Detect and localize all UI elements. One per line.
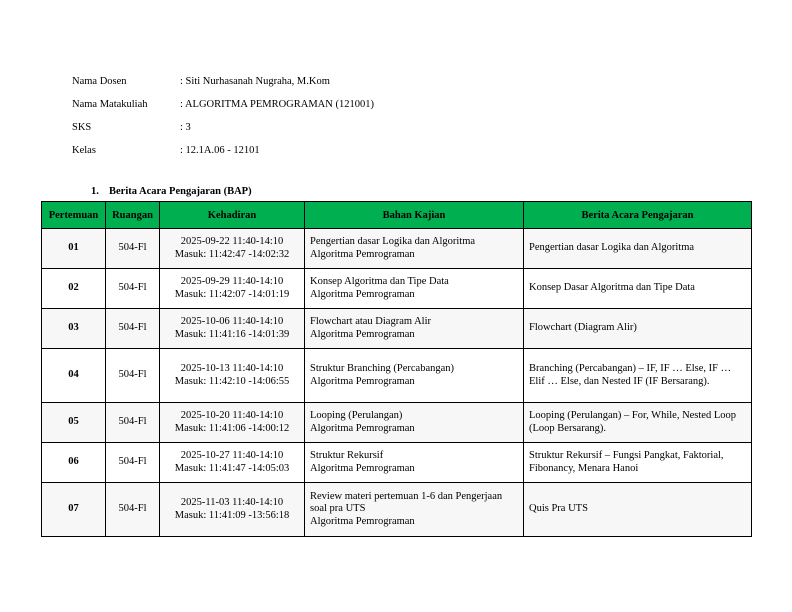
- table-row: [42, 443, 752, 483]
- cell-bahan-kajian: [305, 309, 524, 349]
- kehadiran-jadwal: 2025-11-03 11:40-14:10: [180, 497, 284, 508]
- cell-pertemuan: 06: [42, 443, 106, 483]
- kehadiran-masuk: Masuk: 11:41:47 -14:05:03: [174, 462, 290, 474]
- cell-ruangan: 504-Fl: [106, 229, 160, 269]
- cell-bahan-kajian: [305, 269, 524, 309]
- table-row: [42, 349, 752, 403]
- table-row: [42, 403, 752, 443]
- bahan-line: Review materi pertemuan 1-6 dan Pengerjaan soal pra UTS: [310, 490, 503, 515]
- cell-berita-acara: Branching (Percabangan) – IF, IF … Else, IF … Elif … Else, dan Nested IF (IF Bersarang).: [524, 349, 752, 403]
- bahan-line: Pengertian dasar Logika dan Algoritma: [310, 236, 476, 247]
- info-row-sks: [72, 116, 374, 139]
- cell-bahan-kajian: [305, 483, 524, 537]
- info-label: Kelas: [72, 145, 96, 156]
- section-number: 1.: [91, 186, 99, 197]
- info-row-matakuliah: [72, 93, 374, 116]
- cell-bahan-kajian: [305, 349, 524, 403]
- kehadiran-masuk: Masuk: 11:41:16 -14:01:39: [174, 328, 290, 340]
- kehadiran-jadwal: 2025-10-20 11:40-14:10: [180, 410, 284, 421]
- cell-ruangan: 504-Fl: [106, 349, 160, 403]
- cell-kehadiran: [160, 403, 305, 443]
- cell-kehadiran: [160, 483, 305, 537]
- info-value: : 3: [180, 122, 191, 133]
- table-header-row: [42, 202, 752, 229]
- cell-berita-acara: Konsep Dasar Algoritma dan Tipe Data: [524, 269, 752, 309]
- kehadiran-masuk: Masuk: 11:42:07 -14:01:19: [174, 288, 290, 300]
- bap-table: [41, 201, 752, 537]
- kehadiran-masuk: Masuk: 11:41:06 -14:00:12: [174, 422, 290, 434]
- info-row-kelas: [72, 139, 374, 162]
- cell-berita-acara: Flowchart (Diagram Alir): [524, 309, 752, 349]
- bahan-line: Struktur Branching (Percabangan): [310, 363, 455, 374]
- kehadiran-jadwal: 2025-09-22 11:40-14:10: [180, 236, 284, 247]
- header-berita-acara: Berita Acara Pengajaran: [524, 202, 752, 229]
- bahan-line: Algoritma Pemrograman: [310, 375, 415, 387]
- lecture-info: [72, 70, 374, 162]
- cell-berita-acara: Quis Pra UTS: [524, 483, 752, 537]
- header-bahan-kajian: Bahan Kajian: [305, 202, 524, 229]
- cell-kehadiran: [160, 229, 305, 269]
- cell-berita-acara: Pengertian dasar Logika dan Algoritma: [524, 229, 752, 269]
- cell-bahan-kajian: [305, 443, 524, 483]
- cell-kehadiran: [160, 349, 305, 403]
- cell-pertemuan: 04: [42, 349, 106, 403]
- info-label: SKS: [72, 122, 92, 133]
- table-row: [42, 309, 752, 349]
- bahan-line: Looping (Perulangan): [310, 410, 403, 421]
- table-row: [42, 483, 752, 537]
- cell-ruangan: 504-Fl: [106, 269, 160, 309]
- bahan-line: Flowchart atau Diagram Alir: [310, 316, 432, 327]
- bahan-line: Algoritma Pemrograman: [310, 328, 415, 340]
- bahan-line: Struktur Rekursif: [310, 450, 384, 461]
- cell-ruangan: 504-Fl: [106, 483, 160, 537]
- info-label: Nama Dosen: [72, 76, 127, 87]
- kehadiran-masuk: Masuk: 11:42:10 -14:06:55: [174, 375, 290, 387]
- cell-ruangan: 504-Fl: [106, 443, 160, 483]
- cell-kehadiran: [160, 309, 305, 349]
- bahan-line: Algoritma Pemrograman: [310, 462, 415, 474]
- section-title-text: Berita Acara Pengajaran (BAP): [109, 186, 252, 197]
- info-row-dosen: [72, 70, 374, 93]
- cell-kehadiran: [160, 443, 305, 483]
- cell-bahan-kajian: [305, 229, 524, 269]
- bahan-line: Algoritma Pemrograman: [310, 515, 415, 527]
- cell-ruangan: 504-Fl: [106, 309, 160, 349]
- info-label: Nama Matakuliah: [72, 99, 148, 110]
- header-pertemuan: Pertemuan: [42, 202, 106, 229]
- kehadiran-masuk: Masuk: 11:42:47 -14:02:32: [174, 248, 290, 260]
- kehadiran-jadwal: 2025-10-13 11:40-14:10: [180, 363, 284, 374]
- cell-ruangan: 504-Fl: [106, 403, 160, 443]
- kehadiran-jadwal: 2025-09-29 11:40-14:10: [180, 276, 284, 287]
- kehadiran-jadwal: 2025-10-27 11:40-14:10: [180, 450, 284, 461]
- bahan-line: Algoritma Pemrograman: [310, 248, 415, 260]
- cell-berita-acara: Struktur Rekursif – Fungsi Pangkat, Faktorial, Fibonancy, Menara Hanoi: [524, 443, 752, 483]
- cell-pertemuan: 03: [42, 309, 106, 349]
- table-row: [42, 229, 752, 269]
- section-title: [91, 186, 252, 197]
- info-value: : Siti Nurhasanah Nugraha, M.Kom: [180, 76, 330, 87]
- info-value: : 12.1A.06 - 12101: [180, 145, 260, 156]
- cell-pertemuan: 05: [42, 403, 106, 443]
- cell-pertemuan: 02: [42, 269, 106, 309]
- cell-kehadiran: [160, 269, 305, 309]
- header-kehadiran: Kehadiran: [160, 202, 305, 229]
- cell-pertemuan: 01: [42, 229, 106, 269]
- cell-pertemuan: 07: [42, 483, 106, 537]
- bahan-line: Algoritma Pemrograman: [310, 288, 415, 300]
- cell-berita-acara: Looping (Perulangan) – For, While, Nested Loop (Loop Bersarang).: [524, 403, 752, 443]
- kehadiran-masuk: Masuk: 11:41:09 -13:56:18: [174, 509, 290, 521]
- info-value: : ALGORITMA PEMROGRAMAN (121001): [180, 99, 374, 110]
- bahan-line: Algoritma Pemrograman: [310, 422, 415, 434]
- kehadiran-jadwal: 2025-10-06 11:40-14:10: [180, 316, 284, 327]
- table-row: [42, 269, 752, 309]
- cell-bahan-kajian: [305, 403, 524, 443]
- header-ruangan: Ruangan: [106, 202, 160, 229]
- bahan-line: Konsep Algoritma dan Tipe Data: [310, 276, 449, 287]
